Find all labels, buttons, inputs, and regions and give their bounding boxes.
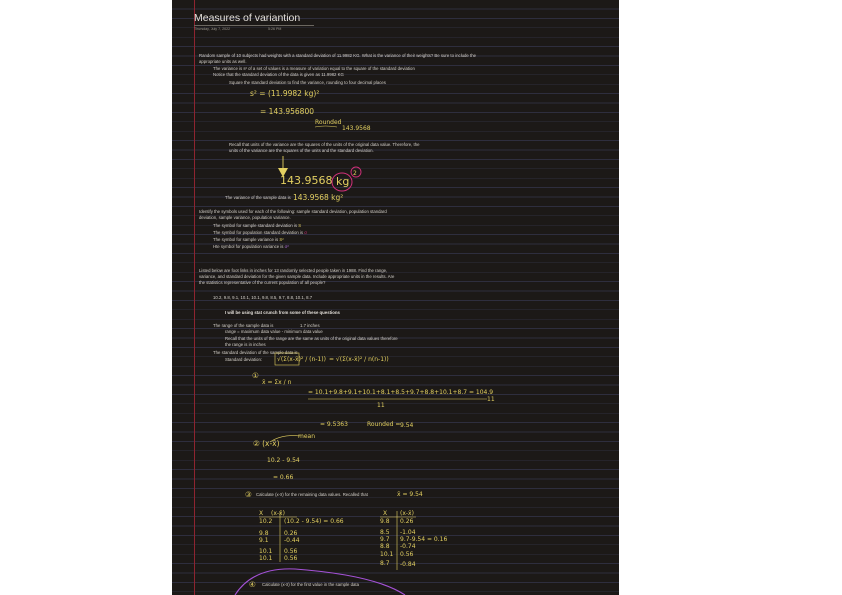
table-cell: -0.44 xyxy=(284,537,300,544)
symbol-item: The symbol for population standard deviation is σ xyxy=(213,230,307,235)
table-cell: 9.8 xyxy=(380,518,390,525)
problem1-definition: The variance is s² of a set of values is a measure of variation equal to the square of the standard deviation xyxy=(213,66,415,71)
hw-step1-marker: ① xyxy=(252,371,259,380)
hw-unit-kg: kg xyxy=(336,175,350,188)
hw-subtraction-value: = 0.66 xyxy=(273,474,294,481)
sd-label: The standard deviation of the sample data is xyxy=(213,350,298,355)
table-cell: 0.56 xyxy=(284,548,298,555)
problem1-question: Random sample of 10 subjects had weights with a standard deviation of 11.9982 KG. What is the variance of their weights? Be sure to include the appropriate units as well. xyxy=(199,53,476,64)
table-cell: -0.84 xyxy=(400,561,416,568)
range-formula: range = maximum data value - minimum data value xyxy=(225,329,323,334)
hw-step4-marker: ④ xyxy=(249,580,256,589)
page-title[interactable]: Measures of variantion xyxy=(194,12,301,24)
table-cell: 10.2 xyxy=(259,518,273,525)
symbol-item: The symbol for sample standard deviation is S xyxy=(213,223,302,228)
problem3-line-3: the statistics representative of the current population of all people? xyxy=(199,280,326,285)
sd-formula-label: Standard deviation: xyxy=(225,357,263,362)
hw-mean-rounded: 9.54 xyxy=(400,422,414,429)
hw-rounded-value: 143.9568 xyxy=(342,125,371,132)
table-cell: 10.1 xyxy=(259,555,273,562)
note-page xyxy=(172,0,619,595)
problem2-line-1: Identify the symbols used for each of the following: sample standard deviation, population standard xyxy=(199,209,387,214)
table-cell: 8.7 xyxy=(380,560,390,567)
hw-divisor-right: 11 xyxy=(487,396,495,403)
hw-subtraction: 10.2 - 9.54 xyxy=(267,457,300,464)
table-cell: 8.5 xyxy=(380,529,390,536)
table-cell: 10.1 xyxy=(380,551,394,558)
sd-formula-box xyxy=(275,353,299,365)
circle-kg xyxy=(332,173,352,191)
circle-exp xyxy=(351,167,361,177)
hw-big-variance: 143.9568 xyxy=(280,174,333,187)
hw-unit-exponent: 2 xyxy=(353,170,357,177)
problem1-square-instruction: Square the standard deviation to find the variance, rounding to four decimal places xyxy=(229,80,386,85)
hw-sd-formula: √(Σ(x-x̄)² / (n-1)) xyxy=(277,356,326,363)
table-header-dev: (x-x̄) xyxy=(400,510,414,517)
hw-mean-formula: x̄ = Σx / n xyxy=(262,379,292,386)
hw-variance-result: = 143.956800 xyxy=(260,107,314,116)
symbol-item: The symbol for sample variance is S² xyxy=(213,237,284,242)
table-cell: (10.2 - 9.54) = 0.66 xyxy=(284,518,344,525)
step3-text: Calculate (x-x̄) for the remaining data values. Recalled that xyxy=(256,492,368,497)
range-recall-1: Recall that the units of the range are the same as units of the original data values therefore xyxy=(225,336,398,341)
arrow-head xyxy=(278,168,288,177)
table-cell: 9.1 xyxy=(259,537,269,544)
hw-step3-marker: ③ xyxy=(245,490,252,499)
step4-text: Calculate (x-x̄) for the first value in the sample data xyxy=(262,582,359,587)
hw-divisor: 11 xyxy=(377,402,385,409)
symbol-item: Hte symbol for population variance is σ² xyxy=(213,244,289,249)
statcrunch-note: I will be using stat crunch from some of these questions xyxy=(225,310,340,315)
table-cell: 10.1 xyxy=(259,548,273,555)
hw-mean-rounded-label: Rounded = xyxy=(367,421,401,428)
range-label: The range of the sample data is xyxy=(213,323,274,328)
hw-step2: ② (x-x̄) xyxy=(253,439,280,448)
hw-variance-formula: s² = (11.9982 kg)² xyxy=(250,89,320,98)
problem1-notice: Notice that the standard deviation of the data is given as 11.9982 KG xyxy=(213,72,344,77)
range-recall-2: the range is in inches xyxy=(225,342,266,347)
problem2-line-2: deviation, sample variance, population variance. xyxy=(199,215,291,220)
table-cell: 0.26 xyxy=(400,518,414,525)
recall-line-2: units of the variance are the squares of the units and the standard deviation. xyxy=(229,148,374,153)
table-cell: 0.56 xyxy=(400,551,414,558)
table-cell: 9.7 xyxy=(380,536,390,543)
table-header-x: X xyxy=(259,510,264,517)
note-date: Thursday, July 7, 2022 xyxy=(194,27,231,31)
note-time: 5:26 PM xyxy=(268,27,282,31)
problem3-line-2: variance, and standard deviation for the given sample data. Include appropriate units in the results. Are xyxy=(199,274,395,279)
table-cell: 0.56 xyxy=(284,555,298,562)
table-cell: -1.04 xyxy=(400,529,416,536)
table-cell: 9.7-9.54 = 0.16 xyxy=(400,536,448,543)
hw-sum-expression: = 10.1+9.8+9.1+10.1+8.1+8.5+9.7+8.8+10.1+8.7 = 104.9 xyxy=(308,389,494,396)
hw-mean-value: = 9.5363 xyxy=(320,421,348,428)
sample-data: 10.2, 9.8, 9.1, 10.1, 10.1, 9.8, 8.5, 9.7, 8.8, 10.1, 8.7 xyxy=(213,295,313,300)
variance-answer-label: The variance of the sample data is xyxy=(225,195,291,200)
hw-rounded-label: Rounded xyxy=(315,119,342,126)
problem3-line-1: Listed below are foot links in inches for 13 randomly selected people taken in 1988. Find the range, xyxy=(199,268,388,273)
purple-curve xyxy=(235,569,405,595)
hw-variance-answer: 143.9568 kg² xyxy=(293,193,344,202)
handwriting-strokes xyxy=(172,0,619,595)
hw-sd-formula-alt: = √(Σ(x-x̄)² / n(n-1)) xyxy=(329,356,389,363)
hw-step3-mean: x̄ = 9.54 xyxy=(397,491,423,498)
table-header-dev: (x-x̄) xyxy=(271,510,285,517)
table-cell: -0.74 xyxy=(400,543,416,550)
recall-line-1: Recall that units of the variance are the squares of the units of the original data value. Therefore, the xyxy=(229,142,420,147)
table-cell: 0.26 xyxy=(284,530,298,537)
hw-mean-note: mean xyxy=(298,433,316,440)
range-value: 1.7 inches xyxy=(300,323,320,328)
table-cell: 9.8 xyxy=(259,530,269,537)
table-header-x: X xyxy=(383,510,388,517)
table-cell: 8.8 xyxy=(380,543,390,550)
